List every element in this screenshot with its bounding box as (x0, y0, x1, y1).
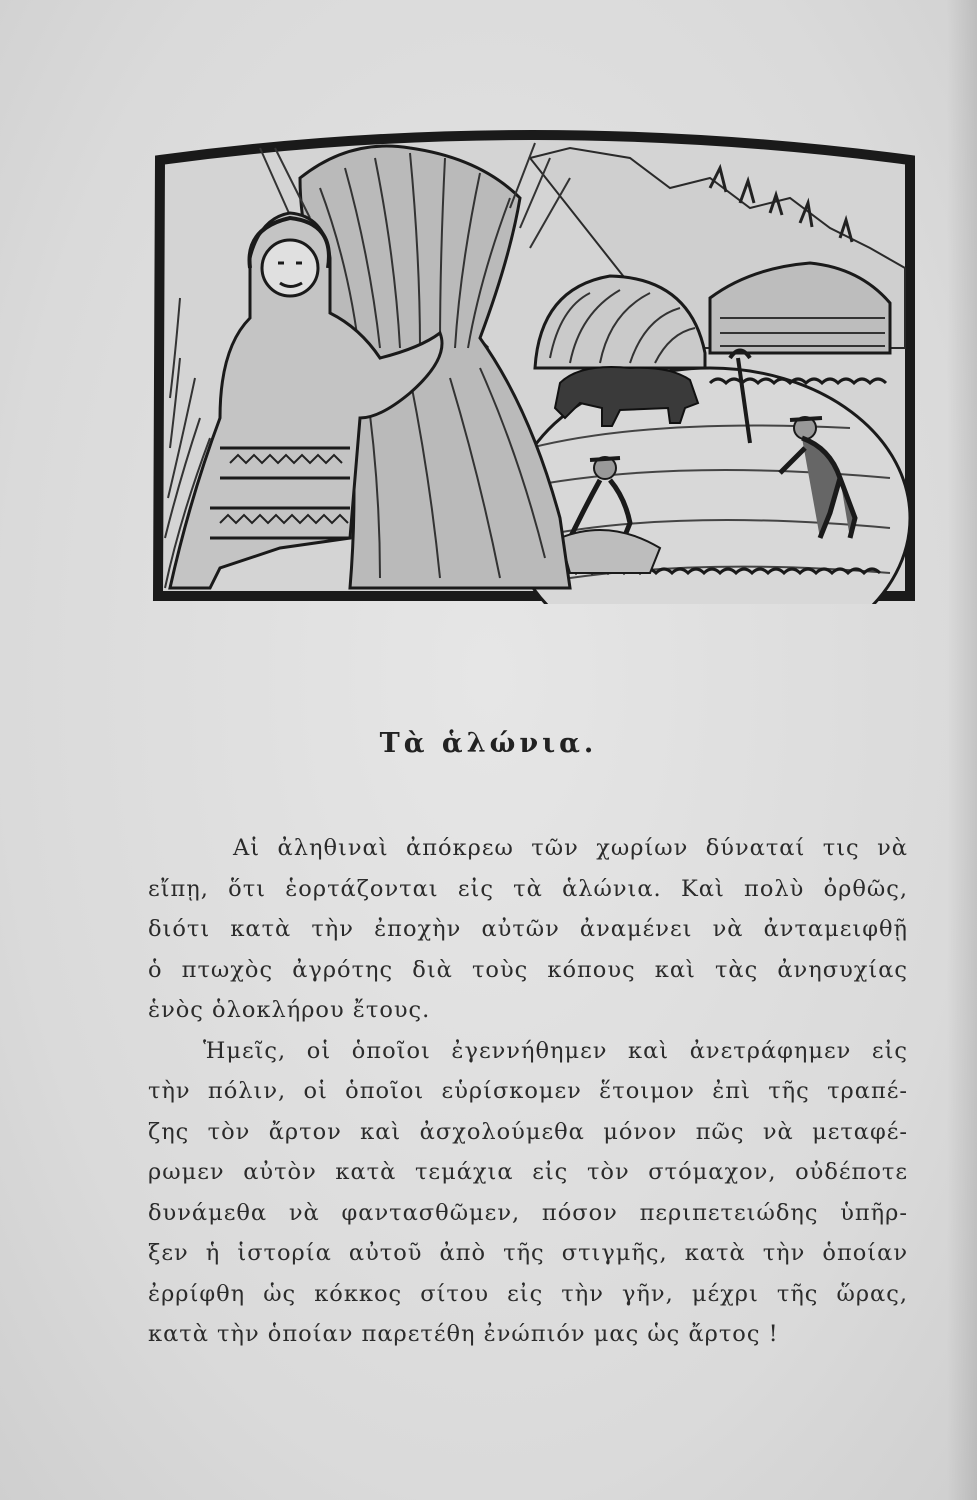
text-line: ἑνὸς ὁλοκλήρου ἔτους. (148, 997, 431, 1023)
text-line: εἴπῃ, ὅτι ἑορτάζονται εἰς τὰ ἁλώνια. Καὶ πολὺ ὀρθῶς, (148, 875, 908, 902)
text-line: Αἱ ἀληθιναὶ ἀπόκρεω τῶν χωρίων δύναταί τις νὰ (233, 835, 908, 861)
text-line: ἐρρίφθη ὡς κόκκος σίτου εἰς τὴν γῆν, μέχρι τῆς ὥρας, (148, 1280, 908, 1307)
chapter-title: Τὰ ἁλώνια. (379, 728, 598, 759)
text-line: κατὰ τὴν ὁποίαν παρετέθη ἐνώπιόν μας ὡς ἄρτος ! (148, 1321, 779, 1347)
text-line: ξεν ἡ ἱστορία αὐτοῦ ἀπὸ τῆς στιγμῆς, κατὰ τὴν ὁποίαν (148, 1240, 908, 1266)
text-line: ὁ πτωχὸς ἀγρότης διὰ τοὺς κόπους καὶ τὰς ἀνησυχίας (148, 956, 908, 983)
text-line: διότι κατὰ τὴν ἐποχὴν αὐτῶν ἀναμένει νὰ ἀνταμειφθῇ (148, 916, 908, 942)
text-line: δυνάμεθα νὰ φαντασθῶμεν, πόσον περιπετειώδης ὑπῆρ- (148, 1199, 908, 1226)
text-line: ζης τὸν ἄρτον καὶ ἀσχολούμεθα μόνον πῶς νὰ μεταφέ- (148, 1118, 908, 1145)
woodcut-illustration (150, 118, 920, 604)
paragraph-1 (148, 828, 908, 1031)
paragraph-2 (148, 1031, 908, 1355)
text-line: ρωμεν αὐτὸν κατὰ τεμάχια εἰς τὸν στόμαχον, οὐδέποτε (148, 1159, 908, 1185)
text-line: Ἡμεῖς, οἱ ὁποῖοι ἐγεννήθημεν καὶ ἀνετράφημεν εἰς (203, 1037, 908, 1064)
body-text (148, 828, 908, 1355)
text-line: τὴν πόλιν, οἱ ὁποῖοι εὑρίσκομεν ἕτοιμον ἐπὶ τῆς τραπέ- (148, 1078, 908, 1104)
